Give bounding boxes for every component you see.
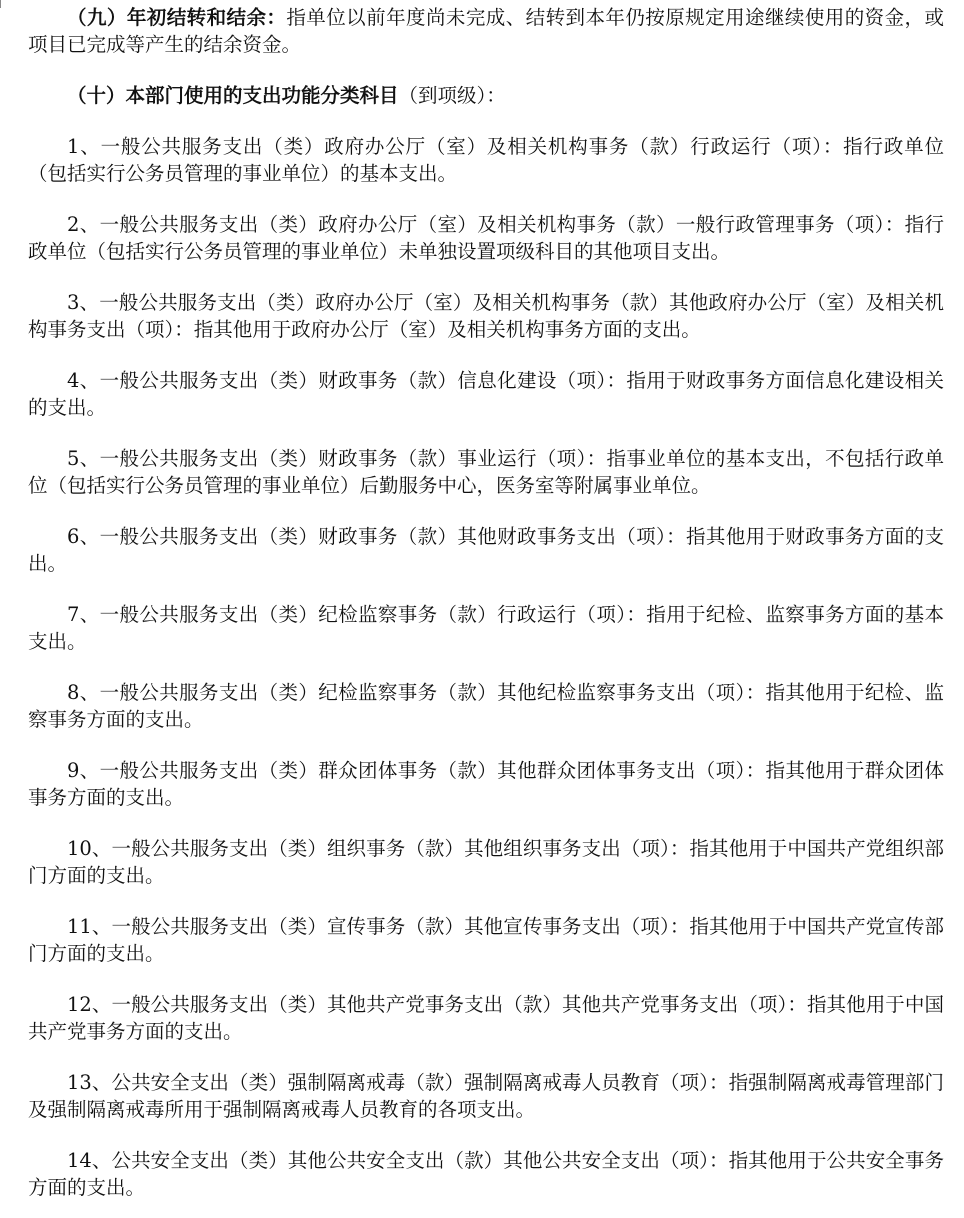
section-10-title: （十）本部门使用的支出功能分类科目: [67, 84, 399, 107]
section-10-suffix: （到项级）：: [398, 84, 506, 107]
list-item: 7、一般公共服务支出（类）纪检监察事务（款）行政运行（项）：指用于纪检、监察事务方面的基本支出。: [28, 603, 944, 653]
section-9-body: 指单位以前年度尚未完成、结转到本年仍按原规定用途继续使用的资金，或项目已完成等产生的结余资金。: [28, 6, 944, 56]
list-item: 3、一般公共服务支出（类）政府办公厅（室）及相关机构事务（款）其他政府办公厅（室）及相关机构事务支出（项）：指其他用于政府办公厅（室）及相关机构事务方面的支出。: [28, 291, 944, 341]
document-page: [28, 4, 944, 1201]
list-item: 9、一般公共服务支出（类）群众团体事务（款）其他群众团体事务支出（项）：指其他用于群众团体事务方面的支出。: [28, 759, 944, 809]
section-9-paragraph: [28, 4, 944, 58]
list-item: 4、一般公共服务支出（类）财政事务（款）信息化建设（项）：指用于财政事务方面信息化建设相关的支出。: [28, 369, 944, 419]
list-item: 2、一般公共服务支出（类）政府办公厅（室）及相关机构事务（款）一般行政管理事务（项）：指行政单位（包括实行公务员管理的事业单位）未单独设置项级科目的其他项目支出。: [28, 213, 944, 263]
list-item: 13、公共安全支出（类）强制隔离戒毒（款）强制隔离戒毒人员教育（项）：指强制隔离戒毒管理部门及强制隔离戒毒所用于强制隔离戒毒人员教育的各项支出。: [28, 1071, 944, 1121]
list-item: 8、一般公共服务支出（类）纪检监察事务（款）其他纪检监察事务支出（项）：指其他用于纪检、监察事务方面的支出。: [28, 681, 944, 731]
list-item: 6、一般公共服务支出（类）财政事务（款）其他财政事务支出（项）：指其他用于财政事务方面的支出。: [28, 525, 944, 575]
list-item: 11、一般公共服务支出（类）宣传事务（款）其他宣传事务支出（项）：指其他用于中国共产党宣传部门方面的支出。: [28, 915, 944, 965]
list-item: 14、公共安全支出（类）其他公共安全支出（款）其他公共安全支出（项）：指其他用于公共安全事务方面的支出。: [28, 1149, 944, 1199]
list-item: 12、一般公共服务支出（类）其他共产党事务支出（款）其他共产党事务支出（项）：指其他用于中国共产党事务方面的支出。: [28, 993, 944, 1043]
section-9-title: （九）年初结转和结余：: [67, 6, 287, 29]
section-10-heading: [28, 82, 944, 109]
list-item: 10、一般公共服务支出（类）组织事务（款）其他组织事务支出（项）：指其他用于中国共产党组织部门方面的支出。: [28, 837, 944, 887]
page-edge-mark: [0, 0, 4, 8]
list-item: 1、一般公共服务支出（类）政府办公厅（室）及相关机构事务（款）行政运行（项）：指行政单位（包括实行公务员管理的事业单位）的基本支出。: [28, 135, 944, 185]
list-item: 5、一般公共服务支出（类）财政事务（款）事业运行（项）：指事业单位的基本支出，不包括行政单位（包括实行公务员管理的事业单位）后勤服务中心，医务室等附属事业单位。: [28, 447, 944, 497]
